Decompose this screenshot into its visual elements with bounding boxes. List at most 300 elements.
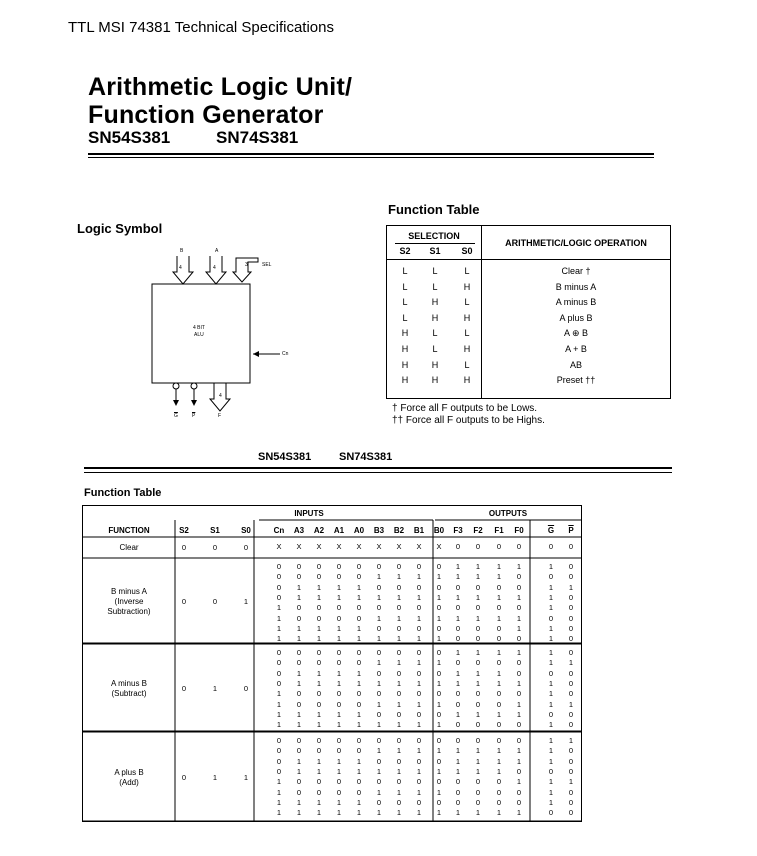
data-cell: 1 — [316, 808, 322, 818]
data-cell: 0 — [416, 562, 422, 571]
data-cell: 0 — [396, 736, 402, 745]
select-cell: 0 — [212, 543, 218, 552]
data-cell: 0 — [276, 766, 282, 776]
selection-cell: L — [464, 359, 470, 370]
page-header: TTL MSI 74381 Technical Specifications — [68, 19, 334, 36]
data-cell: 1 — [416, 808, 422, 818]
data-cell: 0 — [568, 746, 574, 756]
data-cell: 1 — [475, 678, 481, 688]
title-line-2: Function Generator — [88, 101, 324, 129]
data-cell: 0 — [396, 603, 402, 613]
column-header: F1 — [494, 526, 504, 535]
data-cell: 1 — [416, 678, 422, 688]
data-cell: 0 — [475, 736, 481, 745]
data-cell: 0 — [496, 623, 502, 633]
data-cell: 1 — [568, 658, 574, 668]
selection-cell: L — [432, 281, 438, 292]
data-cell: 0 — [548, 766, 554, 776]
data-cell: 1 — [416, 572, 422, 582]
data-cell: 1 — [276, 808, 282, 818]
column-header: A1 — [333, 526, 345, 535]
data-cell: 1 — [356, 623, 362, 633]
select-cell: 1 — [243, 772, 249, 782]
data-cell: 1 — [376, 808, 382, 818]
data-cell: 0 — [376, 603, 382, 613]
data-cell: 1 — [568, 699, 574, 709]
data-cell: 0 — [356, 787, 362, 797]
data-cell: 1 — [475, 709, 481, 719]
column-header: $\overline{P}$ — [568, 526, 574, 535]
select-cell: 1 — [212, 772, 218, 782]
data-cell: 0 — [296, 572, 302, 582]
data-cell: 0 — [376, 582, 382, 592]
data-cell: 1 — [376, 572, 382, 582]
selection-cell: L — [464, 297, 470, 308]
data-cell: 1 — [396, 787, 402, 797]
p-output-bubble — [191, 383, 197, 389]
operation-header: ARITHMETIC/LOGIC OPERATION — [505, 238, 647, 248]
data-cell: 1 — [296, 592, 302, 602]
select-cell: 0 — [181, 772, 187, 782]
mid-part-2: SN74S381 — [339, 451, 393, 463]
data-cell: 1 — [356, 592, 362, 602]
data-cell: 0 — [548, 542, 554, 551]
data-cell: 1 — [416, 720, 422, 730]
data-cell: 0 — [276, 582, 282, 592]
selection-cell: H — [401, 344, 409, 354]
data-cell: 0 — [336, 777, 342, 787]
data-cell: 0 — [376, 756, 382, 766]
data-cell: 0 — [548, 668, 554, 678]
data-cell: X — [316, 542, 322, 551]
function-name: B minus A (Inverse Subtraction) — [107, 586, 151, 616]
data-cell: 0 — [436, 797, 442, 807]
data-cell: 1 — [475, 668, 481, 678]
data-cell: 1 — [396, 766, 402, 776]
data-cell: 0 — [455, 777, 461, 787]
data-cell: 1 — [316, 634, 322, 644]
data-cell: 0 — [568, 634, 574, 644]
data-cell: 1 — [548, 736, 554, 745]
selection-cell: H — [401, 375, 409, 386]
data-cell: 0 — [376, 777, 382, 787]
column-header: A0 — [353, 526, 365, 535]
column-header: Cn — [273, 526, 285, 535]
data-cell: 1 — [548, 797, 554, 807]
data-cell: 1 — [336, 766, 342, 776]
data-cell: 1 — [475, 746, 481, 756]
data-cell: 0 — [356, 699, 362, 709]
data-cell: 0 — [396, 623, 402, 633]
data-cell: 0 — [296, 603, 302, 613]
alu-label-2: ALU — [194, 332, 204, 338]
operation-cell: A + B — [565, 344, 587, 354]
data-cell: 1 — [496, 766, 502, 776]
data-cell: 1 — [455, 648, 461, 657]
data-cell: 0 — [276, 648, 282, 657]
data-cell: 1 — [376, 699, 382, 709]
data-cell: 1 — [475, 766, 481, 776]
data-cell: 0 — [516, 542, 522, 551]
data-cell: 1 — [548, 678, 554, 688]
data-cell: 1 — [276, 720, 282, 730]
data-cell: 1 — [336, 709, 342, 719]
data-cell: 0 — [316, 562, 322, 571]
data-cell: 1 — [436, 699, 442, 709]
data-cell: 1 — [436, 746, 442, 756]
data-cell: 0 — [568, 623, 574, 633]
data-cell: 1 — [356, 634, 362, 644]
selection-cell: H — [431, 297, 439, 308]
data-cell: 0 — [276, 756, 282, 766]
data-cell: 0 — [436, 648, 442, 657]
column-header: B0 — [433, 526, 445, 535]
data-cell: 1 — [568, 777, 574, 787]
selection-cell: H — [431, 359, 439, 370]
data-cell: 0 — [455, 582, 461, 592]
selection-cell: H — [401, 328, 409, 339]
p-output-label: $\overline{P}$ — [192, 413, 196, 419]
input-a-label: A — [215, 248, 219, 254]
data-cell: X — [416, 542, 422, 551]
data-cell: 0 — [376, 709, 382, 719]
part-number-2: SN74S381 — [216, 128, 299, 147]
outputs-header: OUTPUTS — [488, 509, 528, 518]
data-cell: 1 — [548, 634, 554, 644]
data-cell: 0 — [296, 689, 302, 699]
data-cell: 0 — [436, 582, 442, 592]
data-cell: 1 — [376, 592, 382, 602]
data-cell: 0 — [396, 797, 402, 807]
data-cell: 1 — [396, 699, 402, 709]
input-b-bus-width: 4 — [179, 265, 182, 271]
function-table-big — [82, 505, 582, 822]
data-cell: 0 — [516, 736, 522, 745]
col-function: FUNCTION — [108, 526, 150, 535]
data-cell: 0 — [496, 736, 502, 745]
data-cell: 1 — [516, 592, 522, 602]
data-cell: 1 — [376, 766, 382, 776]
data-cell: 1 — [296, 634, 302, 644]
operation-cell: Preset †† — [556, 375, 596, 386]
data-cell: 1 — [436, 592, 442, 602]
data-cell: 1 — [548, 658, 554, 668]
col-s2: S2 — [399, 246, 411, 256]
data-cell: 0 — [336, 562, 342, 571]
data-cell: 0 — [475, 623, 481, 633]
data-cell: 0 — [568, 572, 574, 582]
data-cell: X — [396, 542, 402, 551]
data-cell: 0 — [568, 766, 574, 776]
data-cell: 1 — [336, 623, 342, 633]
data-cell: 0 — [376, 797, 382, 807]
data-cell: 0 — [376, 623, 382, 633]
data-cell: 0 — [475, 658, 481, 668]
data-cell: 0 — [568, 689, 574, 699]
data-cell: 1 — [436, 787, 442, 797]
column-header: B2 — [393, 526, 405, 535]
data-cell: 1 — [496, 678, 502, 688]
data-cell: 0 — [436, 736, 442, 745]
data-cell: 1 — [516, 648, 522, 657]
data-cell: 0 — [496, 658, 502, 668]
data-cell: 0 — [475, 603, 481, 613]
data-cell: 1 — [276, 689, 282, 699]
data-cell: 1 — [548, 787, 554, 797]
function-name: A minus B (Subtract) — [110, 678, 147, 698]
data-cell: 1 — [396, 720, 402, 730]
data-cell: 1 — [475, 613, 481, 623]
data-cell: 0 — [455, 797, 461, 807]
data-cell: 0 — [336, 658, 342, 668]
selection-header: SELECTION — [408, 231, 460, 241]
data-cell: 1 — [455, 746, 461, 756]
data-cell: 1 — [548, 648, 554, 657]
data-cell: 1 — [455, 808, 461, 818]
divider-selection — [395, 243, 475, 244]
data-cell: 1 — [416, 634, 422, 644]
data-cell: 0 — [436, 709, 442, 719]
data-cell: 1 — [416, 658, 422, 668]
data-cell: 0 — [496, 542, 502, 551]
data-cell: 0 — [516, 787, 522, 797]
function-name: A plus B (Add) — [114, 767, 144, 787]
data-cell: 0 — [455, 658, 461, 668]
data-cell: 0 — [475, 689, 481, 699]
data-cell: 0 — [568, 808, 574, 818]
data-cell: 0 — [455, 736, 461, 745]
data-cell: 1 — [276, 603, 282, 613]
data-cell: 1 — [376, 787, 382, 797]
data-cell: 1 — [548, 756, 554, 766]
data-cell: 1 — [548, 603, 554, 613]
selection-cell: L — [464, 266, 470, 276]
data-cell: 0 — [416, 603, 422, 613]
data-cell: 1 — [496, 808, 502, 818]
data-cell: 1 — [496, 709, 502, 719]
operation-cell: A ⊕ B — [563, 328, 589, 339]
column-header: $\overline{G}$ — [547, 526, 555, 535]
data-cell: 0 — [475, 720, 481, 730]
data-cell: 0 — [316, 746, 322, 756]
data-cell: 0 — [568, 603, 574, 613]
selection-cell: L — [402, 312, 408, 323]
data-cell: 1 — [416, 766, 422, 776]
data-cell: 1 — [276, 797, 282, 807]
data-cell: 1 — [496, 572, 502, 582]
data-cell: 1 — [548, 582, 554, 592]
data-cell: 1 — [356, 582, 362, 592]
f-output-bus-width: 4 — [219, 393, 222, 399]
title-rule-top — [88, 153, 654, 155]
col-s1: S1 — [429, 246, 441, 256]
data-cell: 0 — [356, 658, 362, 668]
data-cell: 1 — [356, 668, 362, 678]
data-cell: 1 — [276, 634, 282, 644]
col-s0: S0 — [461, 246, 473, 256]
selection-cell: H — [431, 312, 439, 323]
data-cell: 1 — [416, 787, 422, 797]
data-cell: 0 — [436, 562, 442, 571]
data-cell: 1 — [376, 634, 382, 644]
data-cell: 0 — [455, 542, 461, 551]
data-cell: 0 — [356, 572, 362, 582]
data-cell: 0 — [568, 542, 574, 551]
data-cell: 1 — [455, 613, 461, 623]
data-cell: 1 — [296, 668, 302, 678]
data-cell: 1 — [296, 582, 302, 592]
data-cell: 0 — [516, 689, 522, 699]
data-cell: 1 — [316, 756, 322, 766]
select-cell: 0 — [243, 683, 249, 693]
cn-label: Cn — [282, 351, 289, 357]
data-cell: 0 — [568, 720, 574, 730]
data-cell: 1 — [356, 797, 362, 807]
data-cell: 0 — [356, 689, 362, 699]
data-cell: 0 — [336, 572, 342, 582]
data-cell: 0 — [376, 562, 382, 571]
data-cell: 1 — [475, 756, 481, 766]
column-header: F3 — [453, 526, 463, 535]
data-cell: 0 — [496, 634, 502, 644]
data-cell: 1 — [276, 699, 282, 709]
input-b-arrow — [173, 256, 193, 284]
data-cell: 0 — [336, 648, 342, 657]
data-cell: 0 — [276, 562, 282, 571]
data-cell: 1 — [475, 648, 481, 657]
data-cell: 0 — [376, 736, 382, 745]
data-cell: 1 — [396, 592, 402, 602]
logic-symbol-diagram — [140, 244, 300, 430]
data-cell: 0 — [568, 562, 574, 571]
data-cell: 0 — [356, 746, 362, 756]
data-cell: 0 — [475, 634, 481, 644]
data-cell: 1 — [356, 756, 362, 766]
data-cell: 1 — [396, 678, 402, 688]
data-cell: 1 — [316, 766, 322, 776]
data-cell: 1 — [316, 592, 322, 602]
selection-cell: L — [402, 266, 408, 276]
sel-bus-width: 3 — [245, 262, 248, 268]
data-cell: 0 — [316, 787, 322, 797]
sel-label: SEL — [262, 262, 272, 268]
note-1: † Force all F outputs to be Lows. — [392, 403, 538, 414]
data-cell: 0 — [416, 689, 422, 699]
data-cell: 1 — [276, 787, 282, 797]
data-cell: 1 — [496, 562, 502, 571]
data-cell: 0 — [496, 582, 502, 592]
data-cell: 0 — [396, 777, 402, 787]
data-cell: 0 — [276, 658, 282, 668]
data-cell: 0 — [455, 623, 461, 633]
data-cell: 0 — [475, 699, 481, 709]
data-cell: 0 — [336, 613, 342, 623]
data-cell: 0 — [296, 648, 302, 657]
data-cell: 0 — [496, 699, 502, 709]
data-cell: X — [336, 542, 342, 551]
data-cell: 1 — [356, 808, 362, 818]
data-cell: 1 — [548, 720, 554, 730]
data-cell: 0 — [436, 603, 442, 613]
data-cell: 0 — [316, 658, 322, 668]
select-cell: 0 — [181, 596, 187, 606]
g-output-bubble — [173, 383, 179, 389]
data-cell: 0 — [276, 668, 282, 678]
select-cell: 1 — [212, 683, 218, 693]
data-cell: 0 — [316, 689, 322, 699]
data-cell: 1 — [436, 678, 442, 688]
data-cell: 1 — [376, 720, 382, 730]
data-cell: 0 — [516, 766, 522, 776]
data-cell: 1 — [455, 756, 461, 766]
data-cell: 0 — [356, 736, 362, 745]
data-cell: 0 — [568, 678, 574, 688]
inputs-header: INPUTS — [294, 509, 324, 518]
data-cell: 0 — [296, 699, 302, 709]
selection-cell: H — [401, 359, 409, 370]
data-cell: 0 — [416, 777, 422, 787]
alu-label-1: 4 BIT — [193, 325, 205, 331]
data-cell: 1 — [455, 678, 461, 688]
data-cell: 1 — [568, 582, 574, 592]
input-a-arrow — [206, 256, 226, 284]
data-cell: 0 — [276, 678, 282, 688]
data-cell: 0 — [496, 787, 502, 797]
data-cell: 0 — [296, 613, 302, 623]
mid-part-1: SN54S381 — [258, 451, 312, 463]
data-cell: 0 — [296, 787, 302, 797]
data-cell: 1 — [548, 746, 554, 756]
data-cell: 1 — [496, 668, 502, 678]
data-cell: 0 — [316, 777, 322, 787]
data-cell: 1 — [316, 720, 322, 730]
data-cell: 0 — [376, 668, 382, 678]
data-cell: 1 — [496, 746, 502, 756]
data-cell: 1 — [396, 808, 402, 818]
data-cell: 1 — [416, 613, 422, 623]
data-cell: 1 — [516, 613, 522, 623]
data-cell: 0 — [455, 699, 461, 709]
data-cell: 1 — [316, 797, 322, 807]
data-cell: 1 — [296, 808, 302, 818]
data-cell: 0 — [336, 746, 342, 756]
data-cell: 0 — [496, 603, 502, 613]
data-cell: 1 — [548, 689, 554, 699]
data-cell: 0 — [455, 720, 461, 730]
data-cell: 1 — [455, 709, 461, 719]
data-cell: 0 — [568, 709, 574, 719]
data-cell: 1 — [516, 699, 522, 709]
data-cell: 0 — [276, 736, 282, 745]
data-cell: 1 — [548, 699, 554, 709]
data-cell: 1 — [496, 613, 502, 623]
data-cell: 1 — [296, 720, 302, 730]
data-cell: 0 — [568, 787, 574, 797]
data-cell: 1 — [396, 613, 402, 623]
data-cell: 0 — [296, 746, 302, 756]
data-cell: 0 — [336, 689, 342, 699]
data-cell: 0 — [316, 736, 322, 745]
data-cell: 1 — [455, 766, 461, 776]
data-cell: 0 — [416, 582, 422, 592]
data-cell: 0 — [316, 613, 322, 623]
data-cell: 0 — [376, 648, 382, 657]
data-cell: 0 — [568, 668, 574, 678]
select-cell: 0 — [181, 543, 187, 552]
selection-cell: L — [402, 281, 408, 292]
data-cell: 0 — [356, 613, 362, 623]
data-cell: 0 — [568, 797, 574, 807]
